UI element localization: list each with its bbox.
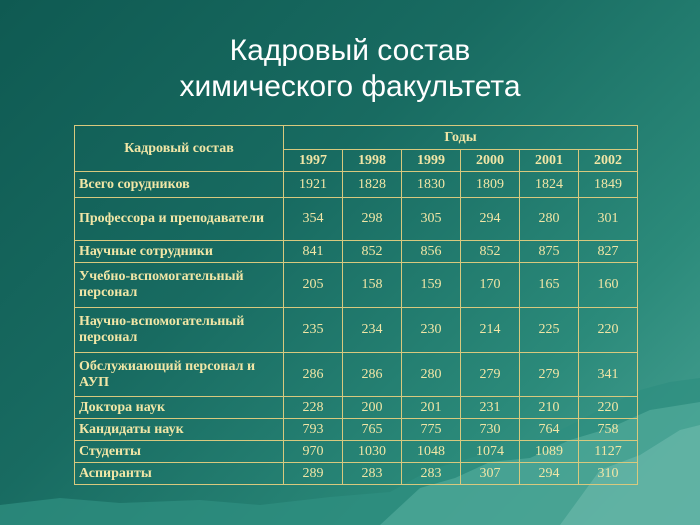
year-header: 1998 bbox=[343, 150, 402, 172]
table-cell: 286 bbox=[343, 353, 402, 397]
table-cell: 305 bbox=[402, 198, 461, 241]
table-cell: 1030 bbox=[343, 441, 402, 463]
table-cell: 289 bbox=[284, 463, 343, 485]
table-cell: 1048 bbox=[402, 441, 461, 463]
table-row bbox=[75, 198, 638, 241]
table-cell: 165 bbox=[520, 263, 579, 308]
table-cell: 1828 bbox=[343, 172, 402, 198]
table-row bbox=[75, 463, 638, 485]
table-row bbox=[75, 419, 638, 441]
table-cell: 1849 bbox=[579, 172, 638, 198]
table-cell: 1809 bbox=[461, 172, 520, 198]
table-cell: 1830 bbox=[402, 172, 461, 198]
table-cell: 283 bbox=[402, 463, 461, 485]
years-header: Годы bbox=[284, 126, 638, 150]
table-cell: 231 bbox=[461, 397, 520, 419]
row-label: Кандидаты наук bbox=[75, 419, 284, 441]
table-row bbox=[75, 308, 638, 353]
table-cell: 279 bbox=[520, 353, 579, 397]
staff-table bbox=[74, 125, 638, 485]
table-cell: 856 bbox=[402, 241, 461, 263]
table-cell: 758 bbox=[579, 419, 638, 441]
table-cell: 827 bbox=[579, 241, 638, 263]
table-cell: 1089 bbox=[520, 441, 579, 463]
year-header: 2001 bbox=[520, 150, 579, 172]
table-cell: 294 bbox=[461, 198, 520, 241]
table-cell: 1127 bbox=[579, 441, 638, 463]
year-header: 2002 bbox=[579, 150, 638, 172]
table-cell: 283 bbox=[343, 463, 402, 485]
table-cell: 307 bbox=[461, 463, 520, 485]
row-label: Профессора и преподаватели bbox=[75, 198, 284, 241]
table-row bbox=[75, 241, 638, 263]
table-cell: 294 bbox=[520, 463, 579, 485]
table-row bbox=[75, 397, 638, 419]
table-cell: 852 bbox=[461, 241, 520, 263]
slide-title bbox=[0, 33, 700, 105]
table-cell: 301 bbox=[579, 198, 638, 241]
table-cell: 280 bbox=[402, 353, 461, 397]
table-cell: 765 bbox=[343, 419, 402, 441]
row-label: Научно-вспомогательный персонал bbox=[75, 308, 284, 353]
table-cell: 280 bbox=[520, 198, 579, 241]
table-cell: 210 bbox=[520, 397, 579, 419]
year-header: 1997 bbox=[284, 150, 343, 172]
year-header: 1999 bbox=[402, 150, 461, 172]
staff-column-header: Кадровый состав bbox=[75, 126, 284, 172]
table-cell: 220 bbox=[579, 308, 638, 353]
table-cell: 230 bbox=[402, 308, 461, 353]
title-line-2: химического факультета bbox=[179, 70, 521, 103]
table-cell: 279 bbox=[461, 353, 520, 397]
row-label: Всего сорудников bbox=[75, 172, 284, 198]
row-label: Учебно-вспомогательный персонал bbox=[75, 263, 284, 308]
table-cell: 298 bbox=[343, 198, 402, 241]
table-cell: 225 bbox=[520, 308, 579, 353]
row-label: Доктора наук bbox=[75, 397, 284, 419]
table-cell: 1824 bbox=[520, 172, 579, 198]
table-cell: 1074 bbox=[461, 441, 520, 463]
table-cell: 158 bbox=[343, 263, 402, 308]
table-cell: 160 bbox=[579, 263, 638, 308]
table-row bbox=[75, 441, 638, 463]
table-cell: 970 bbox=[284, 441, 343, 463]
row-label: Студенты bbox=[75, 441, 284, 463]
title-line-1: Кадровый состав bbox=[229, 34, 471, 67]
table-cell: 310 bbox=[579, 463, 638, 485]
table-cell: 159 bbox=[402, 263, 461, 308]
table-cell: 205 bbox=[284, 263, 343, 308]
table-row bbox=[75, 263, 638, 308]
table-cell: 201 bbox=[402, 397, 461, 419]
table-cell: 1921 bbox=[284, 172, 343, 198]
table-cell: 775 bbox=[402, 419, 461, 441]
table-cell: 341 bbox=[579, 353, 638, 397]
table-cell: 235 bbox=[284, 308, 343, 353]
table-cell: 875 bbox=[520, 241, 579, 263]
table-cell: 730 bbox=[461, 419, 520, 441]
table-cell: 793 bbox=[284, 419, 343, 441]
table-cell: 286 bbox=[284, 353, 343, 397]
table-cell: 220 bbox=[579, 397, 638, 419]
table-cell: 200 bbox=[343, 397, 402, 419]
row-label: Научные сотрудники bbox=[75, 241, 284, 263]
table-cell: 841 bbox=[284, 241, 343, 263]
table-cell: 852 bbox=[343, 241, 402, 263]
table-cell: 764 bbox=[520, 419, 579, 441]
table-row bbox=[75, 172, 638, 198]
table-cell: 228 bbox=[284, 397, 343, 419]
row-label: Аспиранты bbox=[75, 463, 284, 485]
table-row bbox=[75, 353, 638, 397]
table-cell: 354 bbox=[284, 198, 343, 241]
year-header: 2000 bbox=[461, 150, 520, 172]
table-cell: 214 bbox=[461, 308, 520, 353]
table-cell: 170 bbox=[461, 263, 520, 308]
table-cell: 234 bbox=[343, 308, 402, 353]
row-label: Обслужиающий персонал и АУП bbox=[75, 353, 284, 397]
